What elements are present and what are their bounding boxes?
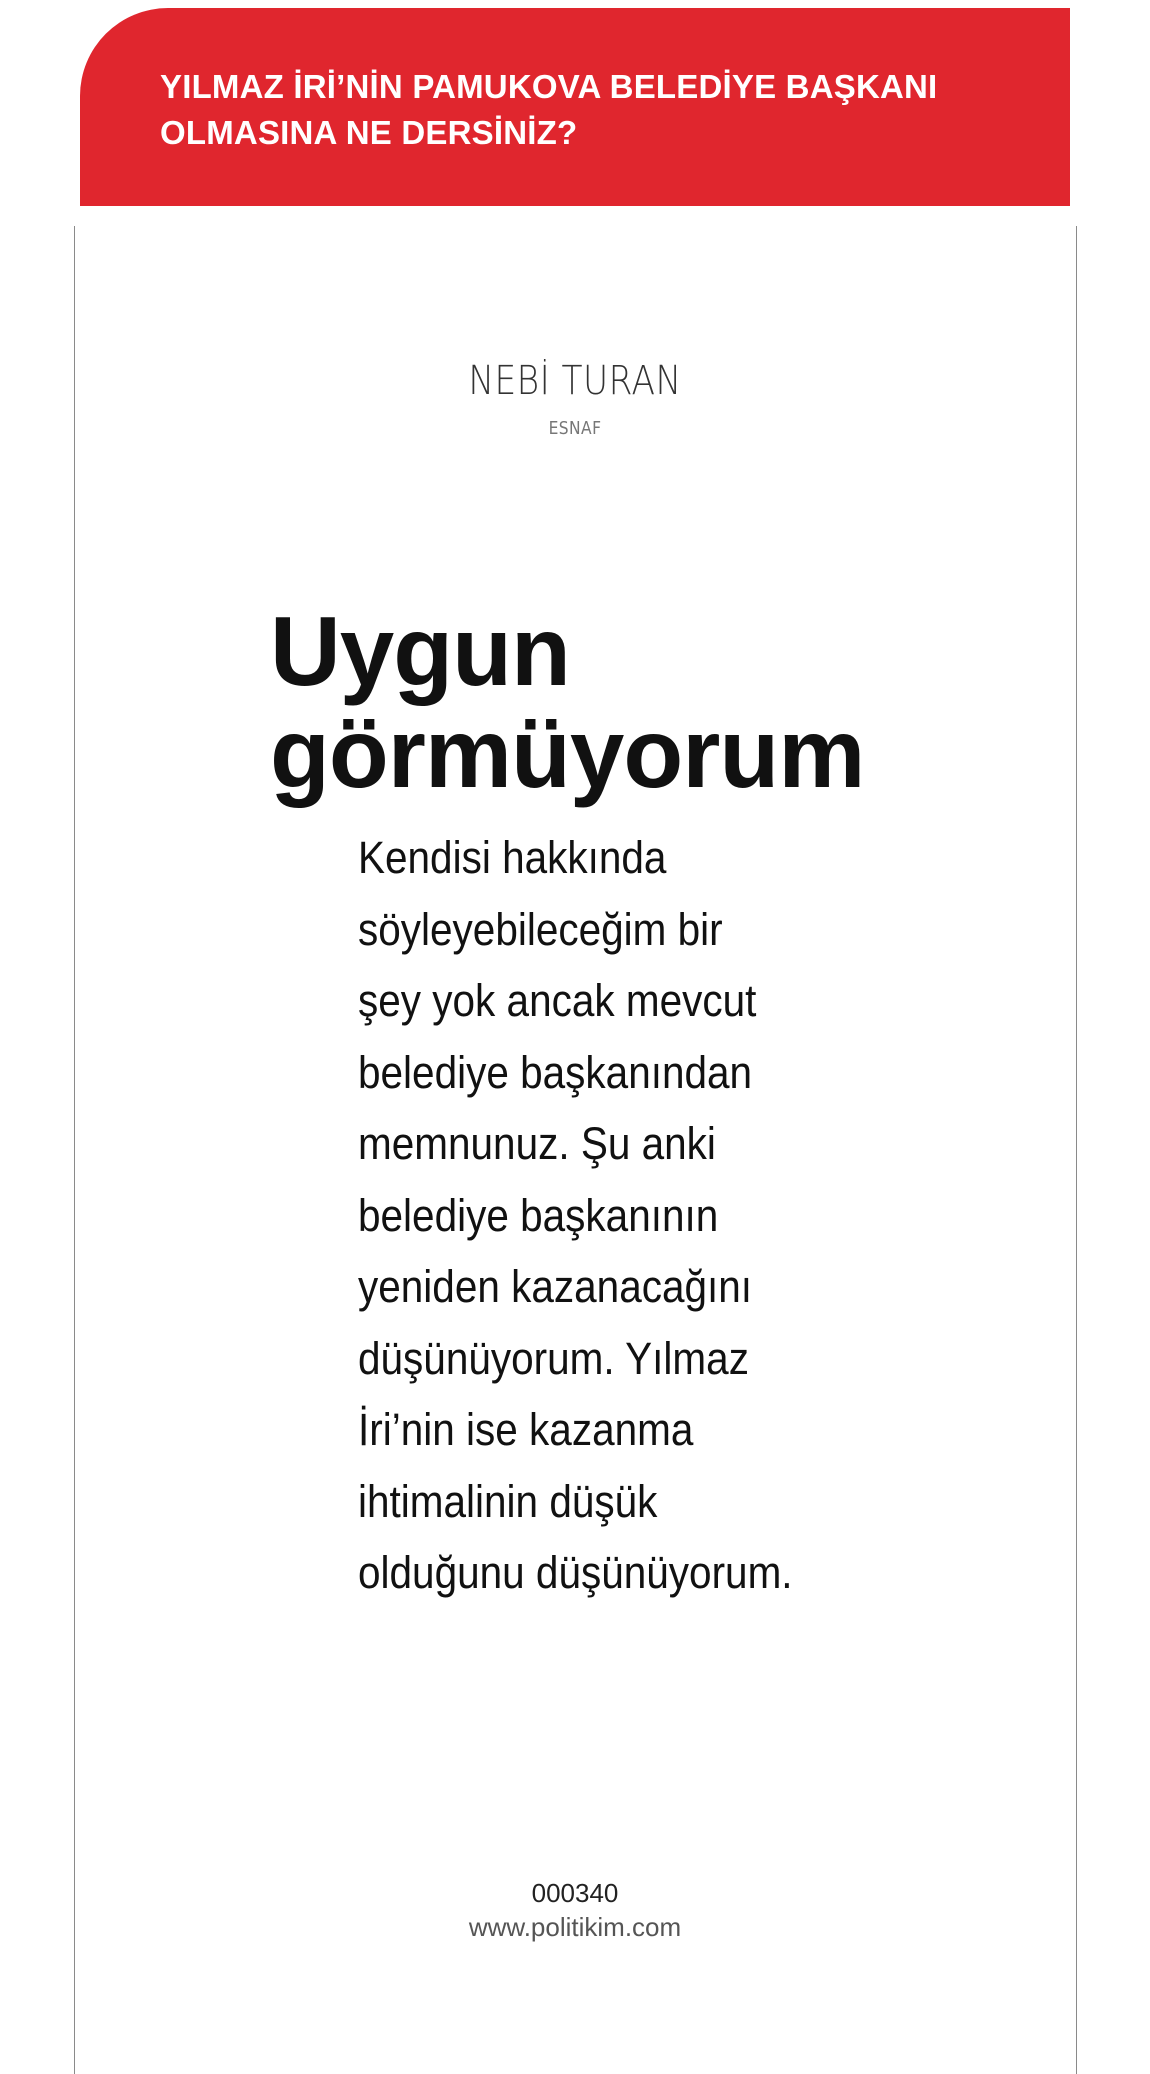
post-id: 000340 bbox=[531, 1878, 619, 1908]
quote-line: belediye başkanından bbox=[358, 1046, 753, 1098]
quote-line: İri’nin ise kazanma bbox=[358, 1404, 694, 1455]
survey-question-line-1: YILMAZ İRİ’NİN PAMUKOVA BELEDİYE BAŞKANI bbox=[160, 68, 938, 105]
quote-line: olduğunu düşünüyorum. bbox=[358, 1547, 793, 1598]
quote-line: Kendisi hakkında bbox=[358, 832, 667, 883]
headline-line-1: Uygun bbox=[270, 596, 570, 706]
header-banner bbox=[80, 8, 1070, 206]
quote-body bbox=[358, 822, 878, 1609]
card-border-left bbox=[74, 226, 75, 2074]
quote-line: söyleyebileceğim bir bbox=[358, 903, 723, 955]
quote-line: memnunuz. Şu anki bbox=[358, 1118, 716, 1169]
survey-question bbox=[160, 64, 1020, 156]
quote-line: düşünüyorum. Yılmaz bbox=[358, 1332, 749, 1384]
person-role: ESNAF bbox=[548, 418, 602, 439]
card-border-right bbox=[1076, 226, 1077, 2074]
headline-line-2: görmüyorum bbox=[270, 698, 865, 808]
quote-line: ihtimalinin düşük bbox=[358, 1475, 658, 1527]
headline bbox=[270, 596, 970, 808]
survey-question-line-2: OLMASINA NE DERSİNİZ? bbox=[160, 114, 578, 151]
site-url[interactable]: www.politikim.com bbox=[468, 1912, 682, 1942]
quote-line: şey yok ancak mevcut bbox=[358, 975, 757, 1026]
quote-line: belediye başkanının bbox=[358, 1189, 719, 1241]
quote-line: yeniden kazanacağını bbox=[358, 1261, 753, 1312]
person-name: NEBİ TURAN bbox=[468, 358, 682, 404]
